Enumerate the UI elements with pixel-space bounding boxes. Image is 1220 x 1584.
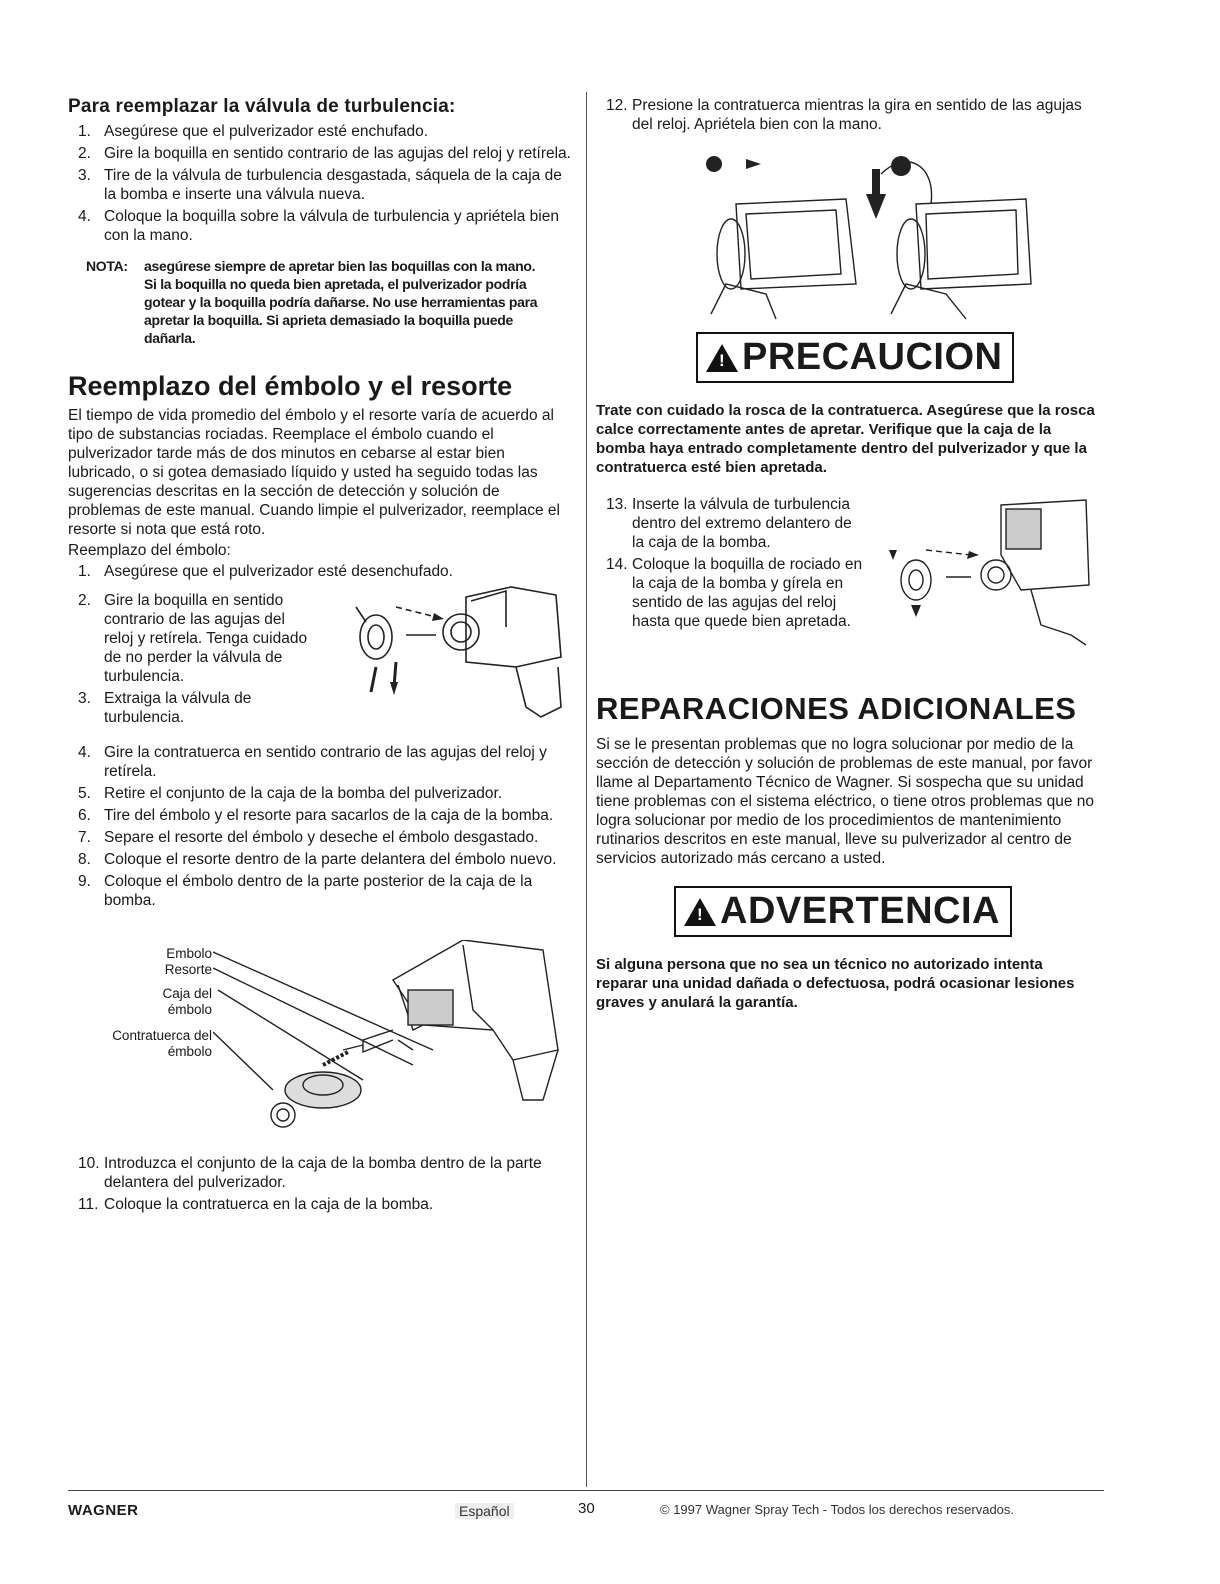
step-text: Coloque el resorte dentro de la parte delantera del émbolo nuevo.	[104, 851, 557, 868]
warning-box	[674, 886, 1012, 937]
plunger-intro: El tiempo de vida promedio del émbolo y el resorte varía de acuerdo al tipo de substancias rociadas. Reemplace el émbolo cuando el pulverizador tarde más de dos minutos en cebarse al estar bien lubricado, o si gotea demasiado líquido y usted ha seguido todas las sugerencias descritas en la sección de detección y solución de problemas de este manual. Cuando limpie el pulverizador, reemplace el resorte si nota que está roto.	[68, 407, 560, 538]
note-text: asegúrese siempre de apretar bien las boquillas con la mano. Si la boquilla no queda bien apretada, el pulverizador podría gotear y la boquilla podría dañarse. No use herramientas para apretar la boquilla. Si aprieta demasiado la boquilla puede dañarla.	[144, 258, 538, 346]
step-text: Retire el conjunto de la caja de la bomba del pulverizador.	[104, 785, 503, 802]
note-label: NOTA:	[86, 258, 128, 274]
plunger-subtitle: Reemplazo del émbolo:	[68, 542, 231, 559]
step-item	[68, 207, 573, 245]
plunger-section-title: Reemplazo del émbolo y el resorte	[68, 371, 513, 401]
nozzle-removal-illustration	[336, 577, 568, 727]
plunger-steps-b	[68, 743, 573, 910]
step-item: 1. Asegúrese que el pulverizador esté desenchufado.	[78, 563, 453, 580]
step-number: 4.	[78, 208, 91, 225]
additional-repairs-title: REPARACIONES ADICIONALES	[596, 691, 1077, 726]
step-item	[68, 784, 573, 803]
page-number: 30	[578, 1500, 595, 1517]
step-text: Separe el resorte del émbolo y deseche el émbolo desgastado.	[104, 829, 539, 846]
step-number: 8.	[78, 851, 91, 868]
step-item	[68, 872, 573, 910]
right-column	[596, 96, 1096, 1012]
step-number: 3.	[78, 690, 91, 707]
caution-banner	[696, 332, 1096, 383]
caution-text: Trate con cuidado la rosca de la contratuerca. Asegúrese que la rosca calce correctamente antes de apretar. Verifique que la caja de la bomba haya entrado completamente dentro del pulverizador y que la contratuerca esté bien apretada.	[596, 402, 1095, 476]
step-number: 9.	[78, 873, 91, 890]
swirl-valve-insert-illustration	[871, 495, 1091, 665]
step-text: Inserte la válvula de turbulencia dentro del extremo delantero de la caja de la bomba.	[632, 496, 852, 551]
wagner-logo: WAGNER	[68, 1502, 139, 1519]
step-text: Gire la boquilla en sentido contrario de las agujas del reloj y retírela.	[104, 145, 571, 162]
step-text: Gire la contratuerca en sentido contrario de las agujas del reloj y retírela.	[104, 744, 547, 780]
step-item: 12. Presione la contratuerca mientras la gira en sentido de las agujas del reloj. Apriétela bien con la mano.	[606, 97, 1082, 133]
step-item	[68, 166, 573, 204]
column-divider	[586, 92, 587, 1487]
step-item	[68, 122, 573, 141]
step-number: 11.	[78, 1196, 99, 1213]
warning-triangle-icon	[706, 344, 738, 372]
step-item	[68, 1195, 573, 1214]
step-text: Coloque la boquilla sobre la válvula de turbulencia y apriétela bien con la mano.	[104, 208, 559, 244]
plunger-steps-c	[68, 1154, 573, 1214]
note	[68, 257, 573, 347]
step-text: Coloque la contratuerca en la caja de la bomba.	[104, 1196, 434, 1213]
plunger-steps-a	[68, 591, 318, 727]
turbulence-valve-title: Para reemplazar la válvula de turbulencia:	[68, 96, 456, 117]
warning-text: Si alguna persona que no sea un técnico no autorizado intenta reparar una unidad dañada o defectuosa, podrá ocasionar lesiones graves y anulará la garantía.	[596, 956, 1075, 1011]
warning-triangle-icon	[684, 898, 716, 926]
locknut-tighten-illustration	[706, 144, 1036, 324]
step-item	[596, 495, 866, 552]
step-text: Asegúrese que el pulverizador esté enchufado.	[104, 123, 428, 140]
step-item	[68, 828, 573, 847]
step-item	[68, 689, 318, 727]
warning-label: ADVERTENCIA	[720, 890, 1000, 932]
step-number: 4.	[78, 744, 91, 761]
turbulence-steps	[68, 122, 573, 245]
step-item	[68, 144, 573, 163]
steps-2-3-block	[68, 591, 573, 739]
step-text: Coloque la boquilla de rociado en la caja de la bomba y gírela en sentido de las agujas del reloj hasta que quede bien apretada.	[632, 556, 863, 630]
step-number: 5.	[78, 785, 91, 802]
caution-label: PRECAUCION	[742, 336, 1003, 378]
step-number: 13.	[606, 496, 628, 513]
step-item	[596, 555, 866, 631]
label-plunger-housing: Caja del émbolo	[162, 986, 212, 1017]
step-text: Extraiga la válvula de turbulencia.	[104, 690, 252, 726]
step-number: 6.	[78, 807, 91, 824]
plunger-diagram	[68, 940, 573, 1140]
step-number: 10.	[78, 1155, 100, 1172]
label-spring: Resorte	[164, 962, 212, 977]
label-plunger: Embolo	[166, 946, 212, 961]
step-item	[68, 1154, 573, 1192]
label-locknut: Contratuerca del émbolo	[112, 1028, 212, 1059]
step-text: Tire de la válvula de turbulencia desgastada, sáquela de la caja de la bomba e inserte una válvula nueva.	[104, 167, 562, 203]
step-number: 7.	[78, 829, 91, 846]
diagram-labels	[108, 946, 212, 1060]
step-12-list	[596, 96, 1096, 134]
step-item	[68, 806, 573, 825]
step-text: Introduzca el conjunto de la caja de la bomba dentro de la parte delantera del pulverizador.	[104, 1155, 542, 1191]
step-number: 1.	[78, 123, 91, 140]
step-item	[68, 743, 573, 781]
step-item	[68, 850, 573, 869]
exploded-pump-diagram	[213, 940, 573, 1140]
language-label: Español	[455, 1503, 514, 1519]
step-number: 2.	[78, 145, 91, 162]
steps-13-14-block	[596, 495, 1096, 685]
additional-repairs-text: Si se le presentan problemas que no logra solucionar por medio de la sección de detección y solución de problemas de este manual, por favor llame al Departamento Técnico de Wagner. Si sospecha que su unidad tiene problemas con el sistema eléctrico, o tiene otros problemas que no logra solucionar por medio de los procedimientos de mantenimiento rutinarios descritos en este manual, lleve su pulverizador al centro de servicios autorizado más cercano a usted.	[596, 736, 1094, 867]
step-text: Coloque el émbolo dentro de la parte posterior de la caja de la bomba.	[104, 873, 533, 909]
step-item	[68, 591, 318, 686]
step-text: Gire la boquilla en sentido contrario de las agujas del reloj y retírela. Tenga cuidado de no perder la válvula de turbulencia.	[104, 592, 308, 685]
footer-rule	[68, 1490, 1104, 1491]
step-text: Tire del émbolo y el resorte para sacarlos de la caja de la bomba.	[104, 807, 554, 824]
copyright: © 1997 Wagner Spray Tech - Todos los derechos reservados.	[660, 1502, 1015, 1517]
step-number: 14.	[606, 556, 628, 573]
step-number: 2.	[78, 592, 91, 609]
steps-13-14	[596, 495, 866, 631]
step-number: 3.	[78, 167, 91, 184]
caution-box	[696, 332, 1014, 383]
warning-banner	[674, 886, 1096, 937]
left-column	[68, 96, 573, 1217]
